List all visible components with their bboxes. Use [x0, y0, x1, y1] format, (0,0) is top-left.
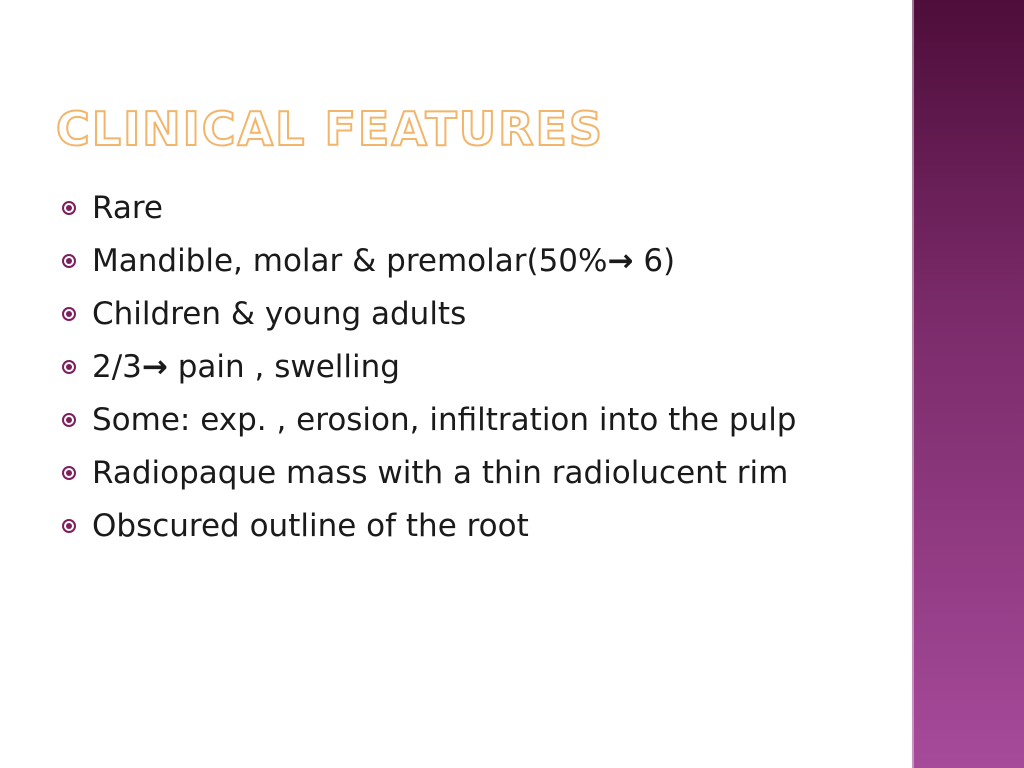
bullet-item [62, 451, 842, 496]
bullet-text: Children & young adults [92, 296, 467, 332]
slide-title: CLINICAL FEATURES [56, 102, 605, 156]
decorative-side-band [912, 0, 1024, 768]
bullet-item [62, 239, 842, 284]
bullet-text: Obscured outline of the root [92, 508, 529, 544]
bullet-item [62, 504, 842, 549]
radio-bullet-icon [62, 307, 76, 321]
bullet-text: pain , swelling [167, 349, 400, 385]
radio-bullet-icon [62, 201, 76, 215]
radio-bullet-icon [62, 254, 76, 268]
radio-bullet-icon [62, 519, 76, 533]
bullet-text: 2/3 [92, 349, 142, 385]
arrow-right-icon: → [607, 243, 634, 279]
bullet-item [62, 292, 842, 337]
bullet-text: Rare [92, 190, 163, 226]
radio-bullet-icon [62, 360, 76, 374]
bullet-item [62, 345, 842, 390]
bullet-text: Radiopaque mass with a thin radiolucent rim [92, 455, 789, 491]
bullet-item [62, 186, 842, 231]
bullet-text: 6) [633, 243, 676, 279]
bullet-text: Mandible, molar & premolar(50% [92, 243, 608, 279]
bullet-item [62, 398, 842, 443]
bullet-text: Some: exp. , erosion, infiltration into the pulp [92, 402, 797, 438]
radio-bullet-icon [62, 466, 76, 480]
arrow-right-icon: → [141, 349, 168, 385]
radio-bullet-icon [62, 413, 76, 427]
bullet-list [62, 186, 842, 557]
side-band-divider [912, 0, 914, 768]
